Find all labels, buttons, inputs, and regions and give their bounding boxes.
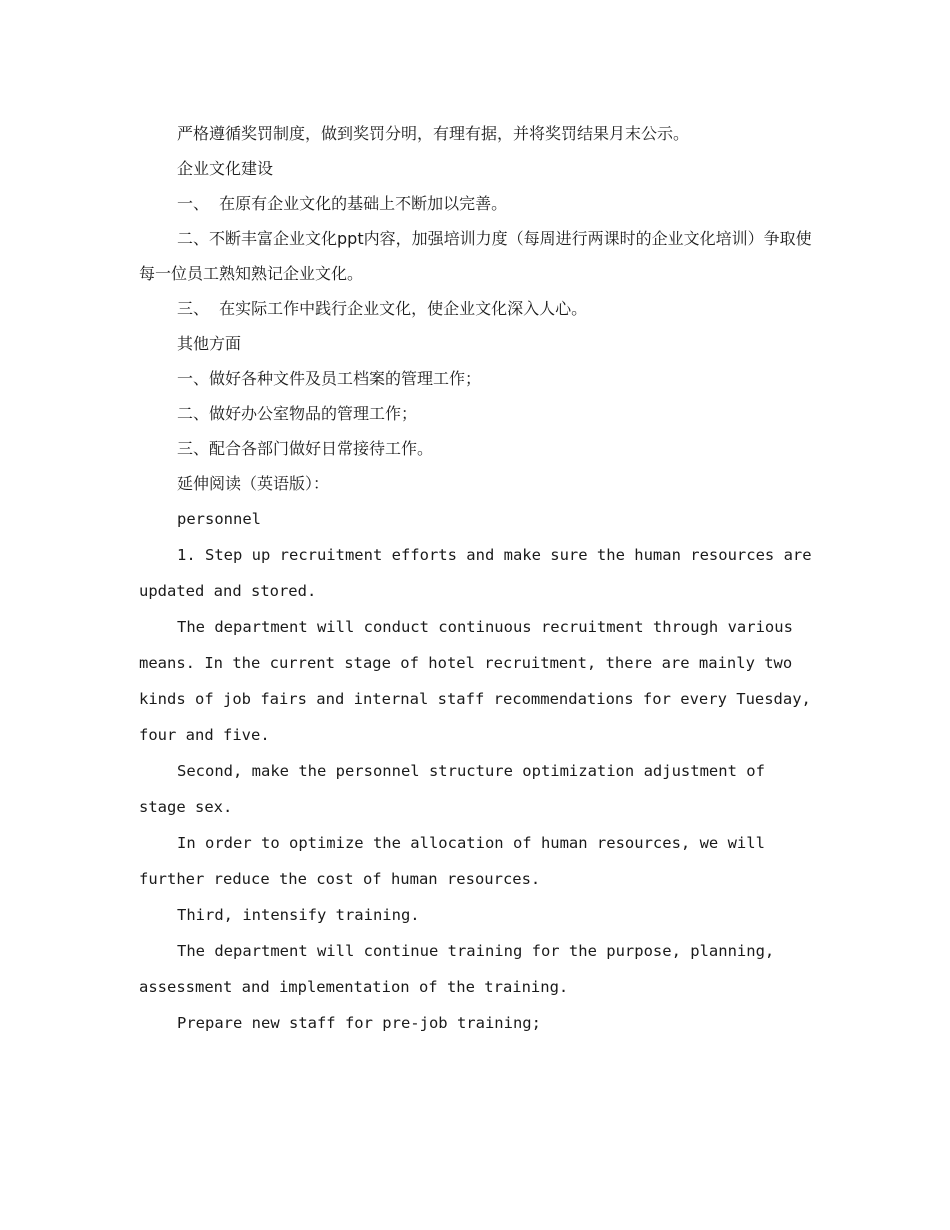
list-item-culture-3: 三、 在实际工作中践行企业文化，使企业文化深入人心。 <box>177 299 588 318</box>
list-item-other-1: 一、做好各种文件及员工档案的管理工作； <box>177 369 482 388</box>
heading-other-aspects: 其他方面 <box>177 334 242 353</box>
paragraph-structure-heading: Second, make the personnel structure optimization adjustment of stage sex. <box>139 762 775 816</box>
list-item-other-3: 三、配合各部门做好日常接待工作。 <box>177 439 434 458</box>
paragraph-training-body: The department will continue training for the purpose, planning, assessment and implementation of the training. <box>139 942 784 996</box>
paragraph-recruitment-body: The department will conduct continuous recruitment through various means. In the current stage of hotel recruitment, there are mainly two kinds of job fairs and internal staff recommendations for every Tuesday, four and five. <box>139 618 821 744</box>
paragraph-recruitment-heading: 1. Step up recruitment efforts and make sure the human resources are updated and stored. <box>139 546 821 600</box>
heading-corporate-culture: 企业文化建设 <box>177 159 274 178</box>
paragraph-training-heading: Third, intensify training. <box>177 906 420 924</box>
heading-personnel: personnel <box>177 510 261 528</box>
list-item-culture-1: 一、 在原有企业文化的基础上不断加以完善。 <box>177 194 508 213</box>
list-item-other-2: 二、做好办公室物品的管理工作； <box>177 404 418 423</box>
list-item-culture-2: 二、不断丰富企业文化ppt内容，加强培训力度（每周进行两课时的企业文化培训）争取使每一位员工熟知熟记企业文化。 <box>139 229 812 283</box>
heading-extended-reading: 延伸阅读（英语版）： <box>177 474 330 493</box>
paragraph-structure-body: In order to optimize the allocation of human resources, we will further reduce the cost of human resources. <box>139 834 775 888</box>
paragraph-reward-punishment: 严格遵循奖罚制度，做到奖罚分明，有理有据，并将奖罚结果月末公示。 <box>177 124 690 143</box>
document-body <box>139 116 821 1041</box>
paragraph-pre-job-training: Prepare new staff for pre-job training; <box>177 1014 541 1032</box>
